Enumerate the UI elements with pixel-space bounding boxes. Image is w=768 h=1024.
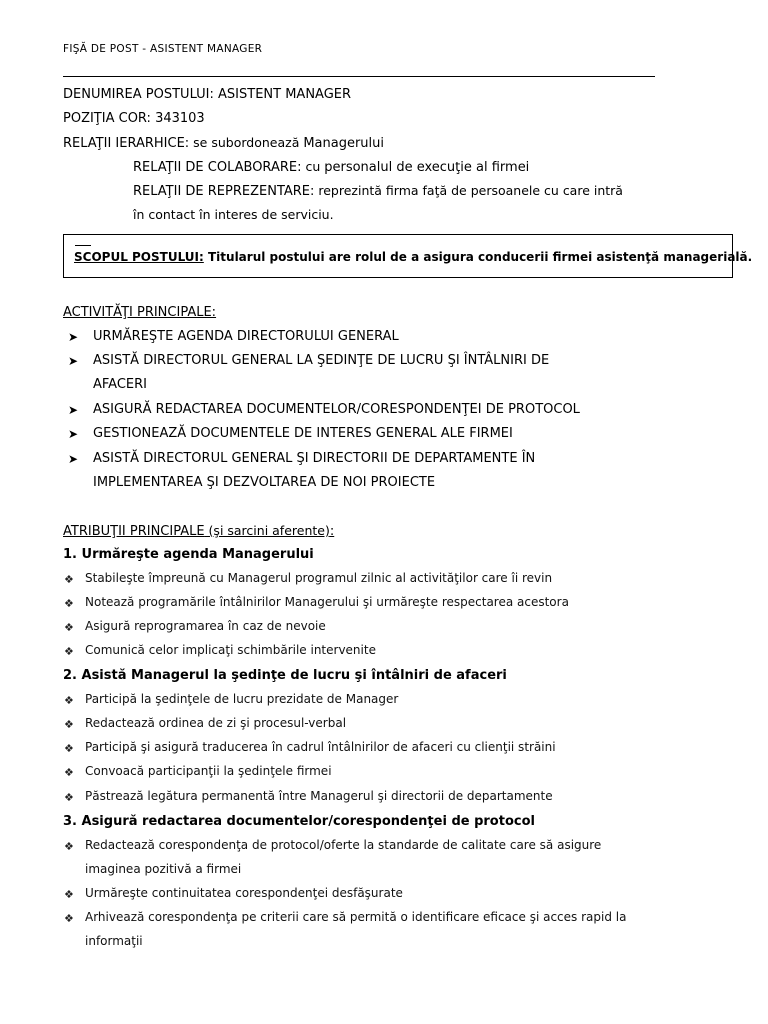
- arrow-bullet-icon: ➤: [68, 354, 79, 368]
- section-heading: 3. Asigură redactarea documentelor/corespondenţei de protocol: [63, 814, 535, 829]
- hierarchy-line: [63, 135, 384, 151]
- task-item: Participă şi asigură traducerea în cadrul întâlnirilor de afaceri cu clienţii străini: [85, 740, 556, 754]
- purpose-label: SCOPUL POSTULUI:: [74, 250, 204, 264]
- diamond-bullet-icon: ❖: [64, 888, 74, 901]
- task-item: Arhivează corespondenţa pe criterii care să permită o identificare eficace şi acces rapid la: [85, 910, 627, 924]
- diamond-bullet-icon: ❖: [64, 742, 74, 755]
- diamond-bullet-icon: ❖: [64, 573, 74, 586]
- representation-label: RELAŢII DE REPREZENTARE:: [133, 184, 315, 199]
- hierarchy-label: RELAŢII IERARHICE:: [63, 136, 190, 151]
- representation-line: [133, 183, 623, 199]
- job-purpose-text: [74, 250, 752, 264]
- activity-item: GESTIONEAZĂ DOCUMENTELE DE INTERES GENERAL ALE FIRMEI: [93, 426, 513, 441]
- purpose-body: Titularul postului are rolul de a asigura conducerii firmei asistenţă managerială.: [203, 250, 753, 264]
- diamond-bullet-icon: ❖: [64, 912, 74, 925]
- diamond-bullet-icon: ❖: [64, 766, 74, 779]
- diamond-bullet-icon: ❖: [64, 645, 74, 658]
- task-item-cont: informaţii: [85, 934, 143, 948]
- arrow-bullet-icon: ➤: [68, 330, 79, 344]
- diamond-bullet-icon: ❖: [64, 597, 74, 610]
- activity-text: ASISTĂ DIRECTORUL GENERAL LA ŞEDINŢE DE LUCRU ŞI ÎNTÂLNIRI DE: [93, 353, 550, 368]
- task-item: Păstrează legătura permanentă între Managerul şi directorii de departamente: [85, 789, 553, 803]
- task-item: Convoacă participanţii la şedinţele firmei: [85, 764, 332, 778]
- collaboration-text: cu: [301, 159, 325, 174]
- task-item: Stabileşte împreună cu Managerul programul zilnic al activităţilor care îi revin: [85, 571, 553, 585]
- header-rule: [63, 76, 655, 77]
- diamond-bullet-icon: ❖: [64, 621, 74, 634]
- diamond-bullet-icon: ❖: [64, 791, 74, 804]
- activity-item: [93, 353, 649, 368]
- task-item: Comunică celor implicaţi schimbările intervenite: [85, 643, 376, 657]
- collaboration-line: [133, 159, 529, 175]
- task-item: Redactează corespondenţa de protocol/oferte la standarde de calitate care să asigure: [85, 838, 602, 852]
- job-title-line: DENUMIREA POSTULUI: ASISTENT MANAGER: [63, 87, 352, 102]
- task-item-cont: imaginea pozitivă a firmei: [85, 862, 242, 876]
- task-item: Notează programările întâlnirilor Managerului şi urmăreşte respectarea acestora: [85, 595, 569, 609]
- hierarchy-text: se subordonează: [189, 135, 304, 150]
- representation-line-2: în contact în interes de serviciu.: [133, 207, 334, 222]
- task-item: Asigură reprogramarea în caz de nevoie: [85, 619, 326, 633]
- section-heading: 1. Urmăreşte agenda Managerului: [63, 547, 314, 562]
- main-activities-title: ACTIVITĂŢI PRINCIPALE:: [63, 305, 217, 320]
- document-header: FIŞĂ DE POST - ASISTENT MANAGER: [63, 43, 263, 55]
- responsibilities-colon: :: [329, 524, 335, 539]
- job-purpose-box: [63, 234, 753, 278]
- cor-code-line: POZIŢIA COR: 343103: [63, 111, 205, 126]
- task-item: Participă la şedinţele de lucru prezidate de Manager: [85, 692, 399, 706]
- arrow-bullet-icon: ➤: [68, 427, 79, 441]
- collaboration-bold: personalul de execuţie al firmei: [324, 160, 530, 175]
- section-heading: 2. Asistă Managerul la şedinţe de lucru şi întâlniri de afaceri: [63, 668, 507, 683]
- diamond-bullet-icon: ❖: [64, 840, 74, 853]
- responsibilities-label: ATRIBUŢII PRINCIPALE: [63, 524, 205, 539]
- collaboration-label: RELAŢII DE COLABORARE:: [133, 160, 302, 175]
- responsibilities-paren: (şi sarcini aferente): [204, 523, 330, 538]
- representation-text: reprezintă firma faţă de persoanele cu care intră: [314, 183, 623, 198]
- activity-item-cont: IMPLEMENTAREA ŞI DEZVOLTAREA DE NOI PROIECTE: [93, 475, 436, 490]
- purpose-mark: [75, 245, 91, 246]
- diamond-bullet-icon: ❖: [64, 718, 74, 731]
- task-item: Urmăreşte continuitatea corespondenţei desfăşurate: [85, 886, 403, 900]
- task-item: Redactează ordinea de zi şi procesul-verbal: [85, 716, 347, 730]
- arrow-bullet-icon: ➤: [68, 452, 79, 466]
- activity-item: ASISTĂ DIRECTORUL GENERAL ŞI DIRECTORII DE DEPARTAMENTE ÎN: [93, 451, 536, 466]
- hierarchy-manager: Managerului: [303, 136, 385, 151]
- arrow-bullet-icon: ➤: [68, 403, 79, 417]
- responsibilities-title: [63, 523, 334, 539]
- activity-item: URMĂREŞTE AGENDA DIRECTORULUI GENERAL: [93, 329, 399, 344]
- diamond-bullet-icon: ❖: [64, 694, 74, 707]
- activity-item-cont: AFACERI: [93, 377, 147, 392]
- activity-item: ASIGURĂ REDACTAREA DOCUMENTELOR/CORESPONDENŢEI DE PROTOCOL: [93, 402, 580, 417]
